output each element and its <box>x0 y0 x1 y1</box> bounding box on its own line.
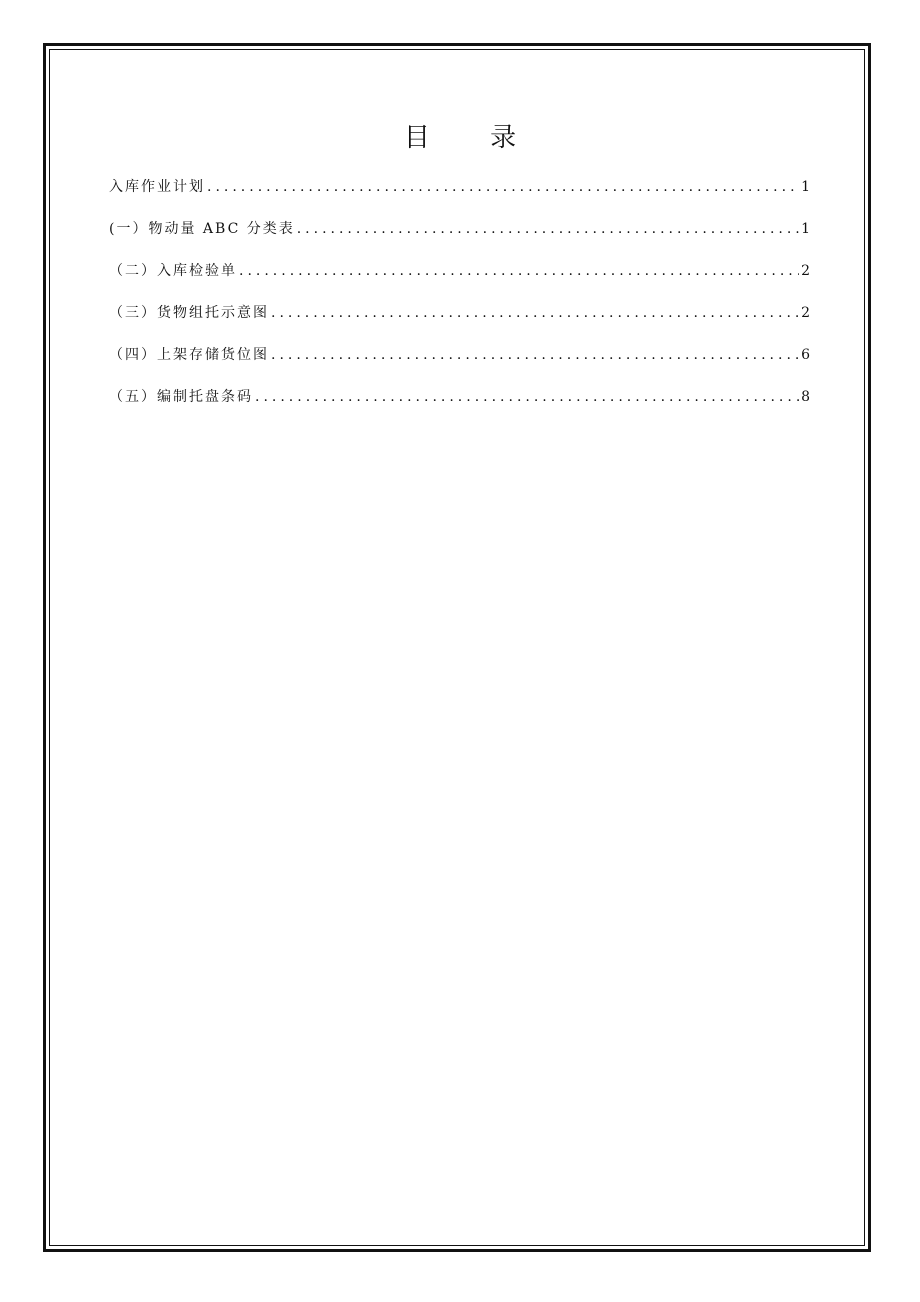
toc-entry-inspection-sheet[interactable] <box>109 256 810 298</box>
toc-entry-label: (一）物动量 ABC 分类表 <box>109 221 295 237</box>
toc-entry-page-number: 1 <box>801 221 810 237</box>
toc-entry-palletizing-diagram[interactable] <box>109 298 810 340</box>
toc-leader-dots <box>255 382 799 412</box>
toc-entry-page-number: 2 <box>801 305 810 321</box>
toc-leader-dots <box>297 214 799 244</box>
toc-list <box>109 172 810 424</box>
toc-entry-storage-location-map[interactable] <box>109 340 810 382</box>
toc-leader-dots <box>271 298 799 328</box>
toc-entry-label: （四）上架存储货位图 <box>109 347 269 363</box>
toc-entry-page-number: 6 <box>801 347 810 363</box>
toc-leader-dots <box>207 172 799 202</box>
toc-entry-label: （三）货物组托示意图 <box>109 305 269 321</box>
toc-entry-page-number: 1 <box>801 179 810 195</box>
toc-entry-page-number: 2 <box>801 263 810 279</box>
toc-entry-label: （二）入库检验单 <box>109 263 237 279</box>
toc-entry-abc-classification[interactable] <box>109 214 810 256</box>
toc-entry-page-number: 8 <box>801 389 810 405</box>
toc-entry-inbound-plan[interactable] <box>109 172 810 214</box>
toc-entry-label: （五）编制托盘条码 <box>109 389 253 405</box>
toc-leader-dots <box>271 340 799 370</box>
toc-entry-label: 入库作业计划 <box>109 179 205 195</box>
toc-entry-pallet-barcode[interactable] <box>109 382 810 424</box>
toc-title: 目 录 <box>403 123 543 153</box>
toc-leader-dots <box>239 256 799 286</box>
